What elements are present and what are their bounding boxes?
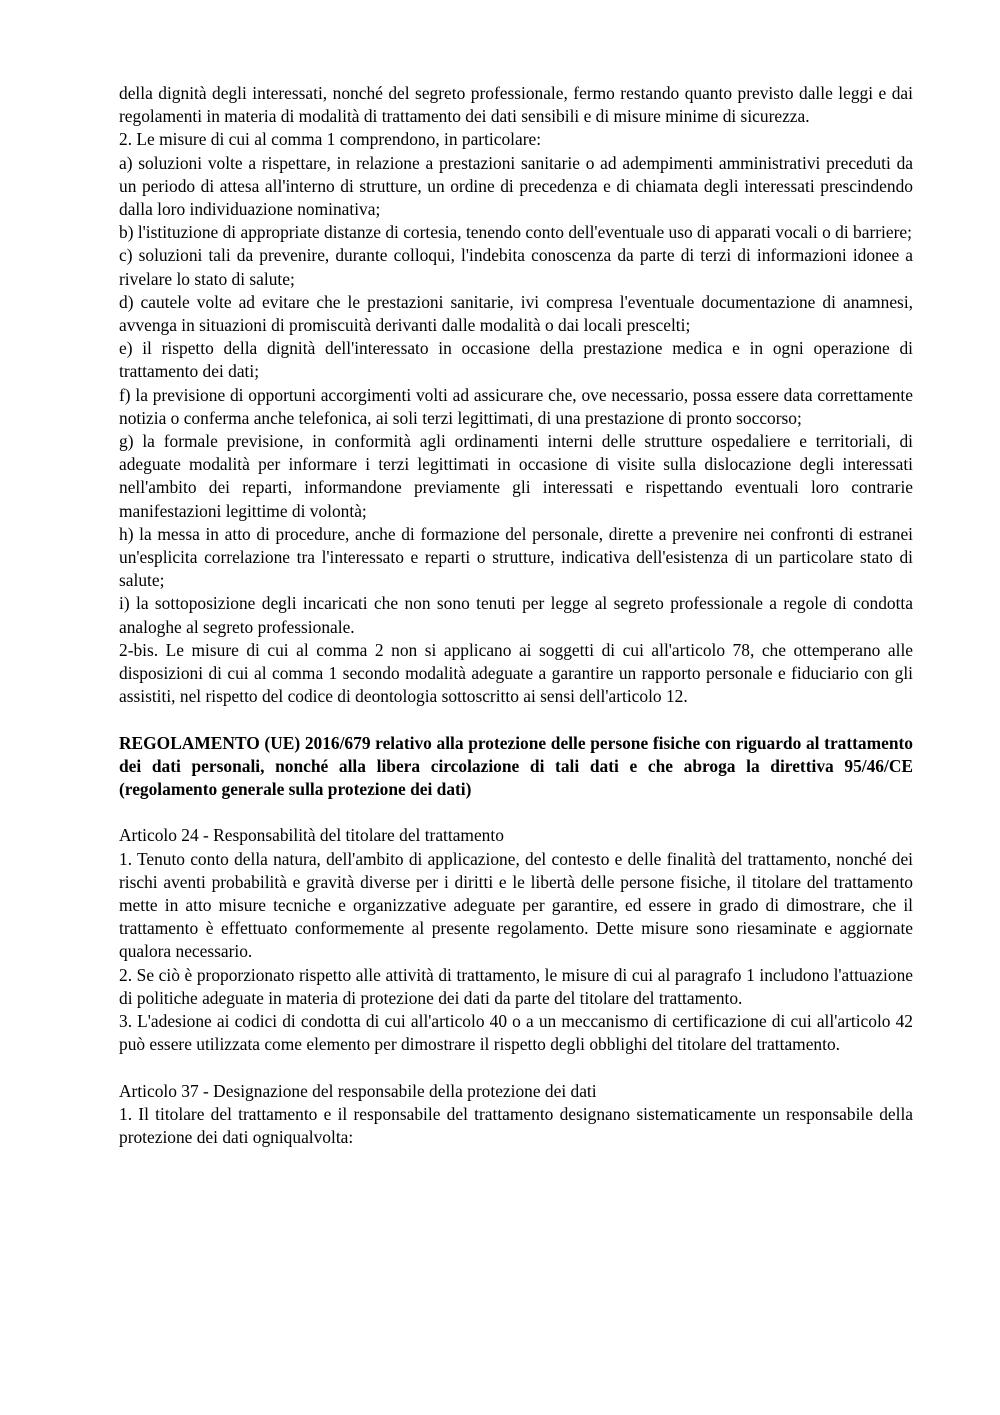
spacer — [119, 708, 913, 731]
paragraph-item-h: h) la messa in atto di procedure, anche di formazione del personale, dirette a prevenire nei confronti di estranei un'esplicita correlazione tra l'interessato e reparti o strutture, indicativa dell'esistenza di un particolare stato di salute; — [119, 523, 913, 591]
paragraph-comma-2-bis: 2-bis. Le misure di cui al comma 2 non si applicano ai soggetti di cui all'articolo 78, che ottemperano alle disposizioni di cui al comma 1 secondo modalità adeguate a garantire un rapporto personale e fiduciario con gli assistiti, nel rispetto del codice di deontologia sottoscritto ai sensi dell'articolo 12. — [119, 639, 913, 707]
paragraph-item-g: g) la formale previsione, in conformità agli ordinamenti interni delle strutture ospedaliere e territoriali, di adeguate modalità per informare i terzi legittimati in occasione di visite sulla dislocazione degli interessati nell'ambito dei reparti, informandone previamente gli interessati e rispettando eventuali loro contrarie manifestazioni legittime di volontà; — [119, 431, 913, 521]
paragraph-item-e: e) il rispetto della dignità dell'interessato in occasione della prestazione medica e in ogni operazione di trattamento dei dati; — [119, 338, 913, 382]
paragraph-item-i: i) la sottoposizione degli incaricati che non sono tenuti per legge al segreto professionale a regole di condotta analoghe al segreto professionale. — [119, 593, 913, 637]
article-24-heading: Articolo 24 - Responsabilità del titolare del trattamento — [119, 825, 504, 846]
paragraph-item-a: a) soluzioni volte a rispettare, in relazione a prestazioni sanitarie o ad adempimenti amministrativi preceduti da un periodo di attesa all'interno di strutture, un ordine di precedenza e di chiamata degli interessati prescindendo dalla loro individuazione nominativa; — [119, 152, 913, 220]
paragraph-item-f: f) la previsione di opportuni accorgimenti volti ad assicurare che, ove necessario, possa essere data correttamente notizia o conferma anche telefonica, ai soli terzi legittimati, di una prestazione di pronto soccorso; — [119, 384, 913, 428]
article-24-paragraph-2: 2. Se ciò è proporzionato rispetto alle attività di trattamento, le misure di cui al paragrafo 1 includono l'attuazione di politiche adeguate in materia di protezione dei dati da parte del titolare del trattamento. — [119, 964, 913, 1008]
article-24-paragraph-1: 1. Tenuto conto della natura, dell'ambito di applicazione, del contesto e delle finalità del trattamento, nonché dei rischi aventi probabilità e gravità diverse per i diritti e le libertà delle persone fisiche, il titolare del trattamento mette in atto misure tecniche e organizzative adeguate per garantire, ed essere in grado di dimostrare, che il trattamento è effettuato conformemente al presente regolamento. Dette misure sono riesaminate e aggiornate qualora necessario. — [119, 848, 913, 962]
spacer — [119, 801, 913, 824]
paragraph-item-d: d) cautele volte ad evitare che le prestazioni sanitarie, ivi compresa l'eventuale documentazione di anamnesi, avvenga in situazioni di promiscuità derivanti dalle modalità o dai locali prescelti; — [119, 291, 913, 336]
article-37-heading: Articolo 37 - Designazione del responsabile della protezione dei dati — [119, 1080, 597, 1101]
paragraph-item-c: c) soluzioni tali da prevenire, durante colloqui, l'indebita conoscenza da parte di terzi di informazioni idonee a rivelare lo stato di salute; — [119, 245, 913, 289]
paragraph-intro: della dignità degli interessati, nonché del segreto professionale, fermo restando quanto previsto dalle leggi e dai regolamenti in materia di modalità di trattamento dei dati sensibili e di misure minime di sicurezza. — [119, 83, 913, 127]
article-24-paragraph-3: 3. L'adesione ai codici di condotta di cui all'articolo 40 o a un meccanismo di certificazione di cui all'articolo 42 può essere utilizzata come elemento per dimostrare il rispetto degli obblighi del titolare del trattamento. — [119, 1011, 913, 1055]
article-37-paragraph-1: 1. Il titolare del trattamento e il responsabile del trattamento designano sistematicamente un responsabile della protezione dei dati ogniqualvolta: — [119, 1103, 913, 1148]
paragraph-comma-2: 2. Le misure di cui al comma 1 comprendono, in particolare: — [119, 129, 542, 150]
regulation-title: REGOLAMENTO (UE) 2016/679 relativo alla protezione delle persone fisiche con riguardo al trattamento dei dati personali, nonché alla libera circolazione di tali dati e che abroga la direttiva 95/46/CE (regolamento generale sulla protezione dei dati) — [119, 732, 913, 800]
paragraph-item-b: b) l'istituzione di appropriate distanze di cortesia, tenendo conto dell'eventuale uso di apparati vocali o di barriere; — [119, 222, 912, 243]
spacer — [119, 1057, 913, 1080]
document-page — [119, 82, 913, 1149]
